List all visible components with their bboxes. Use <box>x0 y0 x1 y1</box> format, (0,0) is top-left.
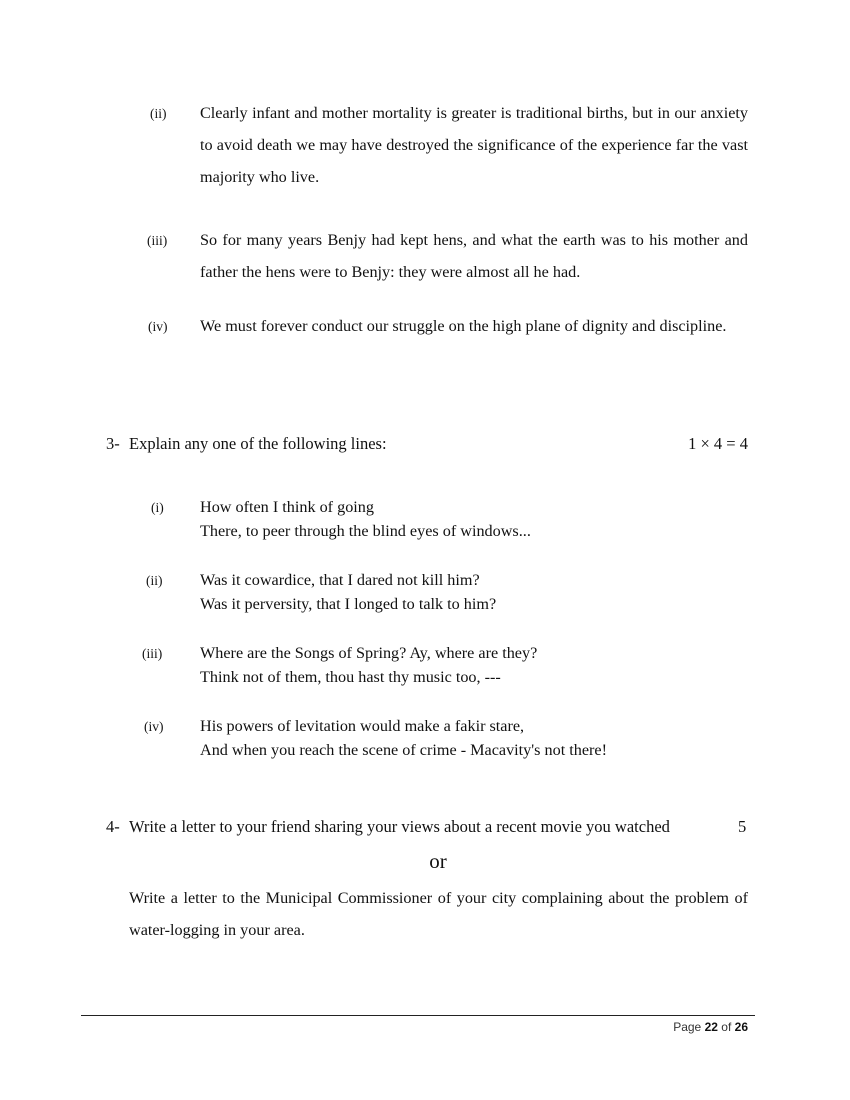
of-word: of <box>721 1020 732 1034</box>
marks: 5 <box>738 817 747 836</box>
poem-lines <box>200 641 537 689</box>
total-pages: 26 <box>734 1020 748 1034</box>
passage-text: So for many years Benjy had kept hens, and what the earth was to his mother and father the hens were to Benjy: they were almost all he had. <box>200 231 748 281</box>
question-number: 3- <box>106 434 120 453</box>
question-number: 4- <box>106 817 120 836</box>
current-page: 22 <box>704 1020 718 1034</box>
item-number: (i) <box>151 500 164 515</box>
item-number: (iv) <box>144 719 164 734</box>
page-number <box>600 1020 748 1034</box>
poem-line: There, to peer through the blind eyes of windows... <box>200 522 531 540</box>
item-number: (ii) <box>146 573 163 588</box>
or-separator: or <box>429 849 447 873</box>
question-text: Explain any one of the following lines: <box>129 434 387 453</box>
marks: 1 × 4 = 4 <box>688 434 748 453</box>
poem-lines <box>200 495 531 543</box>
question-text: Write a letter to your friend sharing your views about a recent movie you watched <box>129 817 670 836</box>
poem-line: Was it cowardice, that I dared not kill him? <box>200 571 480 589</box>
poem-lines <box>200 568 496 616</box>
item-number: (iv) <box>148 319 168 334</box>
poem-line: How often I think of going <box>200 498 374 516</box>
poem-line: His powers of levitation would make a fakir stare, <box>200 717 525 735</box>
item-number: (ii) <box>150 106 167 121</box>
alternative-question-text: Write a letter to the Municipal Commissioner of your city complaining about the problem of water-logging in your area. <box>129 889 748 939</box>
item-number: (iii) <box>147 233 168 248</box>
poem-line: Where are the Songs of Spring? Ay, where are they? <box>200 644 538 662</box>
passage-text: We must forever conduct our struggle on the high plane of dignity and discipline. <box>200 317 727 335</box>
poem-line: Was it perversity, that I longed to talk to him? <box>200 595 497 613</box>
poem-line: And when you reach the scene of crime - Macavity's not there! <box>200 741 607 759</box>
page-word: Page <box>673 1020 702 1034</box>
poem-lines <box>200 714 607 762</box>
poem-line: Think not of them, thou hast thy music too, --- <box>200 668 501 686</box>
item-number: (iii) <box>142 646 163 661</box>
passage-text: Clearly infant and mother mortality is greater is traditional births, but in our anxiety to avoid death we may have destroyed the significance of the experience far the vast majority who live. <box>200 104 748 186</box>
footer-divider <box>81 1015 755 1016</box>
